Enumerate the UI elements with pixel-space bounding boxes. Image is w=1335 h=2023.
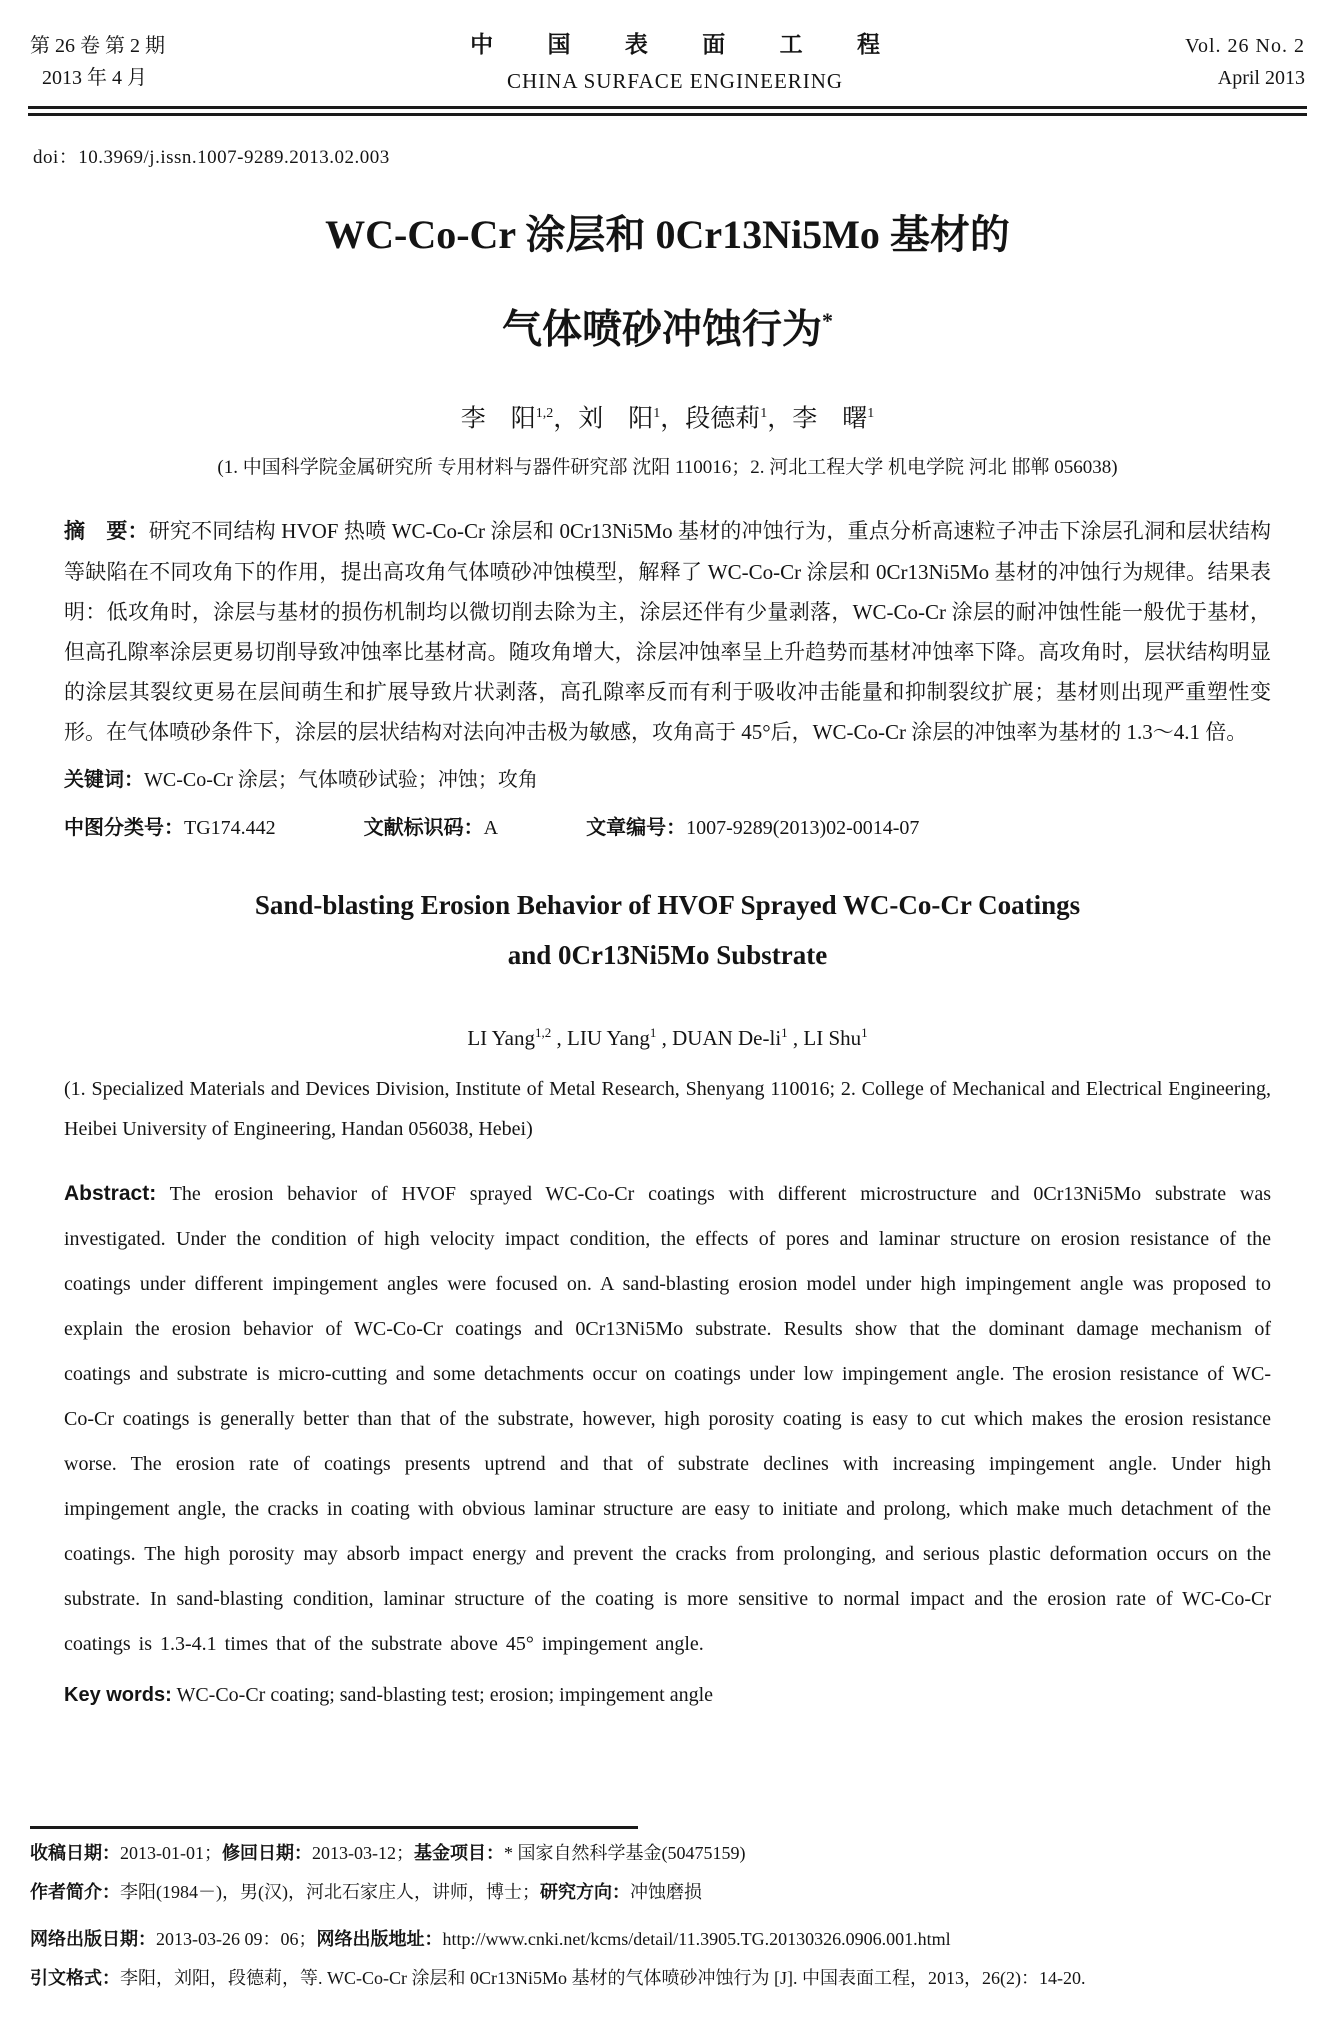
article-id-item: [586, 810, 919, 846]
affiliation-cn: (1. 中国科学院金属研究所 专用材料与器件研究部 沈阳 110016；2. 河北工程大学 机电学院 河北 邯郸 056038): [217, 456, 1118, 478]
author-bio-label: 作者简介：: [30, 1882, 120, 1902]
keywords-en-label: Key words:: [64, 1683, 172, 1706]
footnote-block: [30, 1826, 1305, 1993]
article-title-en-line2: and 0Cr13Ni5Mo Substrate: [507, 939, 828, 970]
keywords-cn-label: 关键词：: [64, 768, 144, 791]
doi-line: doi：10.3969/j.issn.1007-9289.2013.02.003: [33, 147, 390, 168]
article-title-cn-line2: [0, 293, 1335, 357]
research-field-label: 研究方向：: [539, 1882, 630, 1902]
author-en-name: LIU Yang: [567, 1025, 650, 1050]
keywords-cn: [64, 760, 1271, 800]
author-separator: ，: [660, 405, 686, 433]
journal-vol-en: Vol. 26 No. 2: [1185, 35, 1305, 57]
clc-item: [64, 810, 276, 846]
authors-cn: [0, 397, 1335, 436]
article-id-value: 1007-9289(2013)02-0014-07: [686, 816, 920, 839]
article-title-cn-line1: WC-Co-Cr 涂层和 0Cr13Ni5Mo 基材的: [325, 212, 1010, 257]
author-en-name: LI Shu: [803, 1025, 862, 1050]
article-id-label: 文章编号：: [586, 816, 687, 839]
article-title-en-line1: Sand-blasting Erosion Behavior of HVOF Sprayed WC-Co-Cr Coatings: [254, 889, 1081, 920]
author-cn-name: 李 曙: [792, 405, 868, 433]
research-field-value: 冲蚀磨损: [629, 1882, 702, 1902]
abstract-en-text: The erosion behavior of HVOF sprayed WC-Co-Cr coatings with different microstructure and 0Cr13Ni5Mo substrate was investigated. Under the condition of high velocity impact condition, the effects of pores and laminar structure on erosion resistance of the coatings under different impingement angles were focused on. A sand-blasting erosion model under high impingement angle was proposed to explain the erosion behavior of WC-Co-Cr coatings and 0Cr13Ni5Mo substrate. Results show that the dominant damage mechanism of coatings and substrate is micro-cutting and some detachments occur on coatings under low impingement angle. The erosion resistance of WC-Co-Cr coatings is generally better than that of the substrate, however, high porosity coating is easy to cut which makes the erosion resistance worse. The erosion rate of coatings presents uptrend and that of substrate declines with increasing impingement angle. Under high impingement angle, the cracks in coating with obvious laminar structure are easy to initiate and prolong, which make much detachment of the coatings. The high porosity may absorb impact energy and prevent the cracks from prolonging, and serious plastic deformation occurs on the substrate. In sand-blasting condition, laminar structure of the coating is more sensitive to normal impact and the erosion rate of WC-Co-Cr coatings is 1.3-4.1 times that of the substrate above 45° impingement angle.: [64, 1182, 1271, 1655]
keywords-en: [64, 1673, 1271, 1718]
author-bio-value: 李阳(1984－)，男(汉)，河北石家庄人，讲师，博士；: [120, 1882, 540, 1902]
abstract-cn-text: 研究不同结构 HVOF 热喷 WC-Co-Cr 涂层和 0Cr13Ni5Mo 基材的冲蚀行为，重点分析高速粒子冲击下涂层孔洞和层状结构等缺陷在不同攻角下的作用，提出高攻角气体喷砂冲蚀模型，解释了 WC-Co-Cr 涂层和 0Cr13Ni5Mo 基材的冲蚀行为规律。结果表明：低攻角时，涂层与基材的损伤机制均以微切削去除为主，涂层还伴有少量剥落，WC-Co-Cr 涂层的耐冲蚀性能一般优于基材，但高孔隙率涂层更易切削导致冲蚀率比基材高。随攻角增大，涂层冲蚀率呈上升趋势而基材冲蚀率下降。高攻角时，层状结构明显的涂层其裂纹更易在层间萌生和扩展导致片状剥落，高孔隙率反而有利于吸收冲击能量和抑制裂纹扩展；基材则出现严重塑性变形。在气体喷砂条件下，涂层的层状结构对法向冲击极为敏感，攻角高于 45°后，WC-Co-Cr 涂层的冲蚀率为基材的 1.3～4.1 倍。: [64, 518, 1272, 744]
author-en-name: LI Yang: [467, 1025, 536, 1050]
author-separator: ，: [767, 405, 793, 433]
author-cn-superscript: 1: [653, 406, 661, 422]
revised-date-label: 修回日期：: [222, 1843, 312, 1863]
journal-volume-block: [1185, 30, 1305, 94]
author-en-superscript: 1: [649, 1024, 657, 1040]
classification-line: [64, 810, 1271, 846]
fund-label: 基金项目：: [414, 1843, 504, 1863]
journal-issue-block: [30, 30, 165, 94]
clc-value: TG174.442: [184, 816, 276, 839]
author-en-superscript: 1: [861, 1024, 868, 1040]
author-en-superscript: 1,2: [535, 1024, 552, 1040]
author-cn-superscript: 1: [867, 406, 875, 422]
author-cn-name: 李 阳: [460, 405, 536, 433]
doc-code-label: 文献标识码：: [363, 816, 484, 839]
citation-format-label: 引文格式：: [30, 1968, 120, 1988]
journal-date-en: April 2013: [1217, 67, 1305, 89]
received-date-value: 2013-01-01；: [120, 1843, 222, 1863]
journal-name-en: CHINA SURFACE ENGINEERING: [506, 69, 844, 93]
citation-format-value: 李阳，刘阳，段德莉，等. WC-Co-Cr 涂层和 0Cr13Ni5Mo 基材的气体喷砂冲蚀行为 [J]. 中国表面工程，2013，26(2)：14-20.: [120, 1968, 1086, 1988]
affiliation-en: (1. Specialized Materials and Devices Division, Institute of Metal Research, Shenyang 110016; 2. College of Mechanical and Electrical Engineering, Heibei University of Engineering, Handan 056038, Hebei): [64, 1077, 1271, 1140]
clc-label: 中图分类号：: [64, 816, 184, 839]
footnote-online-line: [30, 1924, 1305, 1954]
abstract-cn-label: 摘 要：: [64, 519, 149, 543]
online-date-value: 2013-03-26 09：06；: [156, 1929, 317, 1949]
keywords-en-text: WC-Co-Cr coating; sand-blasting test; erosion; impingement angle: [171, 1683, 714, 1706]
author-cn-superscript: 1: [760, 406, 768, 422]
footnote-rule: [30, 1826, 638, 1829]
fund-value: * 国家自然科学基金(50475159): [504, 1843, 746, 1863]
abstract-cn: [64, 511, 1271, 752]
author-en-superscript: 1: [781, 1024, 788, 1040]
author-separator: ,: [656, 1025, 673, 1050]
journal-header: [0, 0, 1335, 104]
doc-code-item: [364, 810, 498, 846]
journal-issue-cn: 第 26 卷 第 2 期: [30, 35, 165, 57]
journal-name-cn: 中 国 表 面 工 程: [470, 31, 905, 57]
doc-code-value: A: [483, 816, 499, 839]
article-title-cn: [0, 207, 1335, 357]
article-title-cn-line2-text: 气体喷砂冲蚀行为: [502, 306, 822, 352]
footnote-bio-line: [30, 1877, 1305, 1907]
article-title-en: [0, 880, 1335, 980]
author-en-name: DUAN De-li: [672, 1025, 782, 1050]
online-address-url[interactable]: http://www.cnki.net/kcms/detail/11.3905.TG.20130326.0906.001.html: [442, 1929, 951, 1949]
abstract-en-label: Abstract:: [64, 1181, 157, 1205]
online-date-label: 网络出版日期：: [30, 1929, 156, 1949]
authors-en: [0, 1018, 1335, 1053]
footnote-dates-line: [30, 1838, 1305, 1868]
online-address-label: 网络出版地址：: [316, 1929, 443, 1949]
author-cn-name: 段德莉: [685, 405, 761, 433]
author-separator: ，: [553, 405, 579, 433]
author-separator: ,: [551, 1025, 568, 1050]
received-date-label: 收稿日期：: [30, 1843, 120, 1863]
author-cn-name: 刘 阳: [578, 405, 654, 433]
header-rule: [28, 106, 1307, 116]
author-separator: ,: [787, 1025, 804, 1050]
title-footnote-marker: *: [822, 308, 833, 333]
journal-date-cn: 2013 年 4 月: [42, 67, 147, 89]
revised-date-value: 2013-03-12；: [312, 1843, 414, 1863]
journal-name-block: [446, 26, 904, 94]
footnote-citation-line: [30, 1963, 1305, 1993]
abstract-en: [64, 1171, 1271, 1667]
keywords-cn-text: WC-Co-Cr 涂层；气体喷砂试验；冲蚀；攻角: [144, 768, 538, 791]
author-cn-superscript: 1,2: [535, 406, 554, 422]
